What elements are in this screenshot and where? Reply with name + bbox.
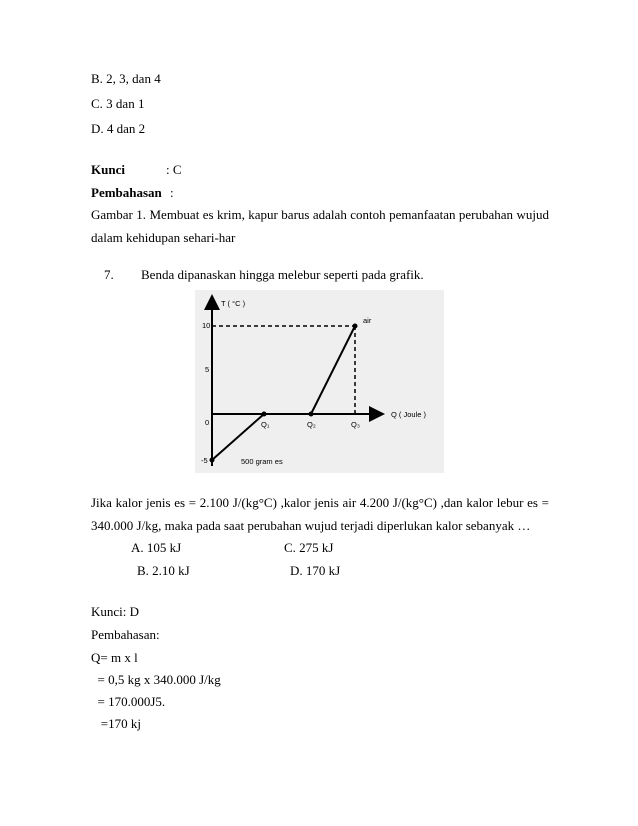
question-body-1: Jika kalor jenis es = 2.100 J/(kg°C) ,kalor jenis air 4.200 J/(kg°C) ,dan kalor lebur es = (91, 495, 549, 510)
ytick-10: 10 (202, 321, 211, 330)
point-end (353, 324, 358, 329)
ytick-5: 5 (205, 365, 210, 374)
solution-line-2: = 0,5 kg x 340.000 J/kg (91, 672, 221, 687)
kunci-value: : C (166, 162, 182, 177)
kunci-label: Kunci (91, 162, 125, 177)
question-body-2: 340.000 J/kg, maka pada saat perubahan wujud terjadi diperlukan kalor sebanyak … (91, 518, 531, 533)
option-d-prev: D. 4 dan 2 (91, 121, 146, 136)
heating-seg-1 (212, 414, 264, 460)
x-axis-label: Q ( Joule ) (391, 410, 427, 419)
option-a: A. 105 kJ (131, 540, 182, 555)
option-b-prev: B. 2, 3, dan 4 (91, 71, 161, 86)
pembahasan-colon: : (170, 185, 174, 200)
ytick-neg5: -5 (201, 456, 208, 465)
option-b: B. 2.10 kJ (137, 563, 190, 578)
y-axis-label: T ( °C ) (221, 299, 246, 308)
question-text: Benda dipanaskan hingga melebur seperti pada grafik. (141, 267, 424, 282)
solution-line-1: Q= m x l (91, 650, 138, 665)
temperature-heat-graph (195, 290, 444, 473)
heating-seg-3 (311, 326, 355, 414)
annotation-mass: 500 gram es (241, 457, 283, 466)
pembahasan-text-2: dalam kehidupan sehari-har (91, 230, 236, 245)
pembahasan-text-1: Gambar 1. Membuat es krim, kapur barus adalah contoh pemanfaatan perubahan wujud (91, 207, 549, 222)
point-q2 (309, 412, 314, 417)
pembahasan-label: Pembahasan (91, 185, 162, 200)
heating-line-group (210, 324, 358, 463)
option-c: C. 275 kJ (284, 540, 334, 555)
point-q1 (262, 412, 267, 417)
point-start (210, 458, 215, 463)
question-number: 7. (104, 267, 114, 282)
ytick-0: 0 (205, 418, 210, 427)
annotation-air: air (363, 316, 372, 325)
option-c-prev: C. 3 dan 1 (91, 96, 145, 111)
graph-svg (195, 290, 444, 473)
xlabel-q2: Q₂ (307, 420, 316, 429)
option-d: D. 170 kJ (290, 563, 341, 578)
xlabel-q3: Q₃ (351, 420, 360, 429)
solution-line-3: = 170.000J5. (91, 694, 166, 709)
solution-label: Pembahasan: (91, 627, 160, 642)
answer-key: Kunci: D (91, 604, 140, 619)
xlabel-q1: Q₁ (261, 420, 270, 429)
solution-line-4: =170 kj (91, 716, 141, 731)
